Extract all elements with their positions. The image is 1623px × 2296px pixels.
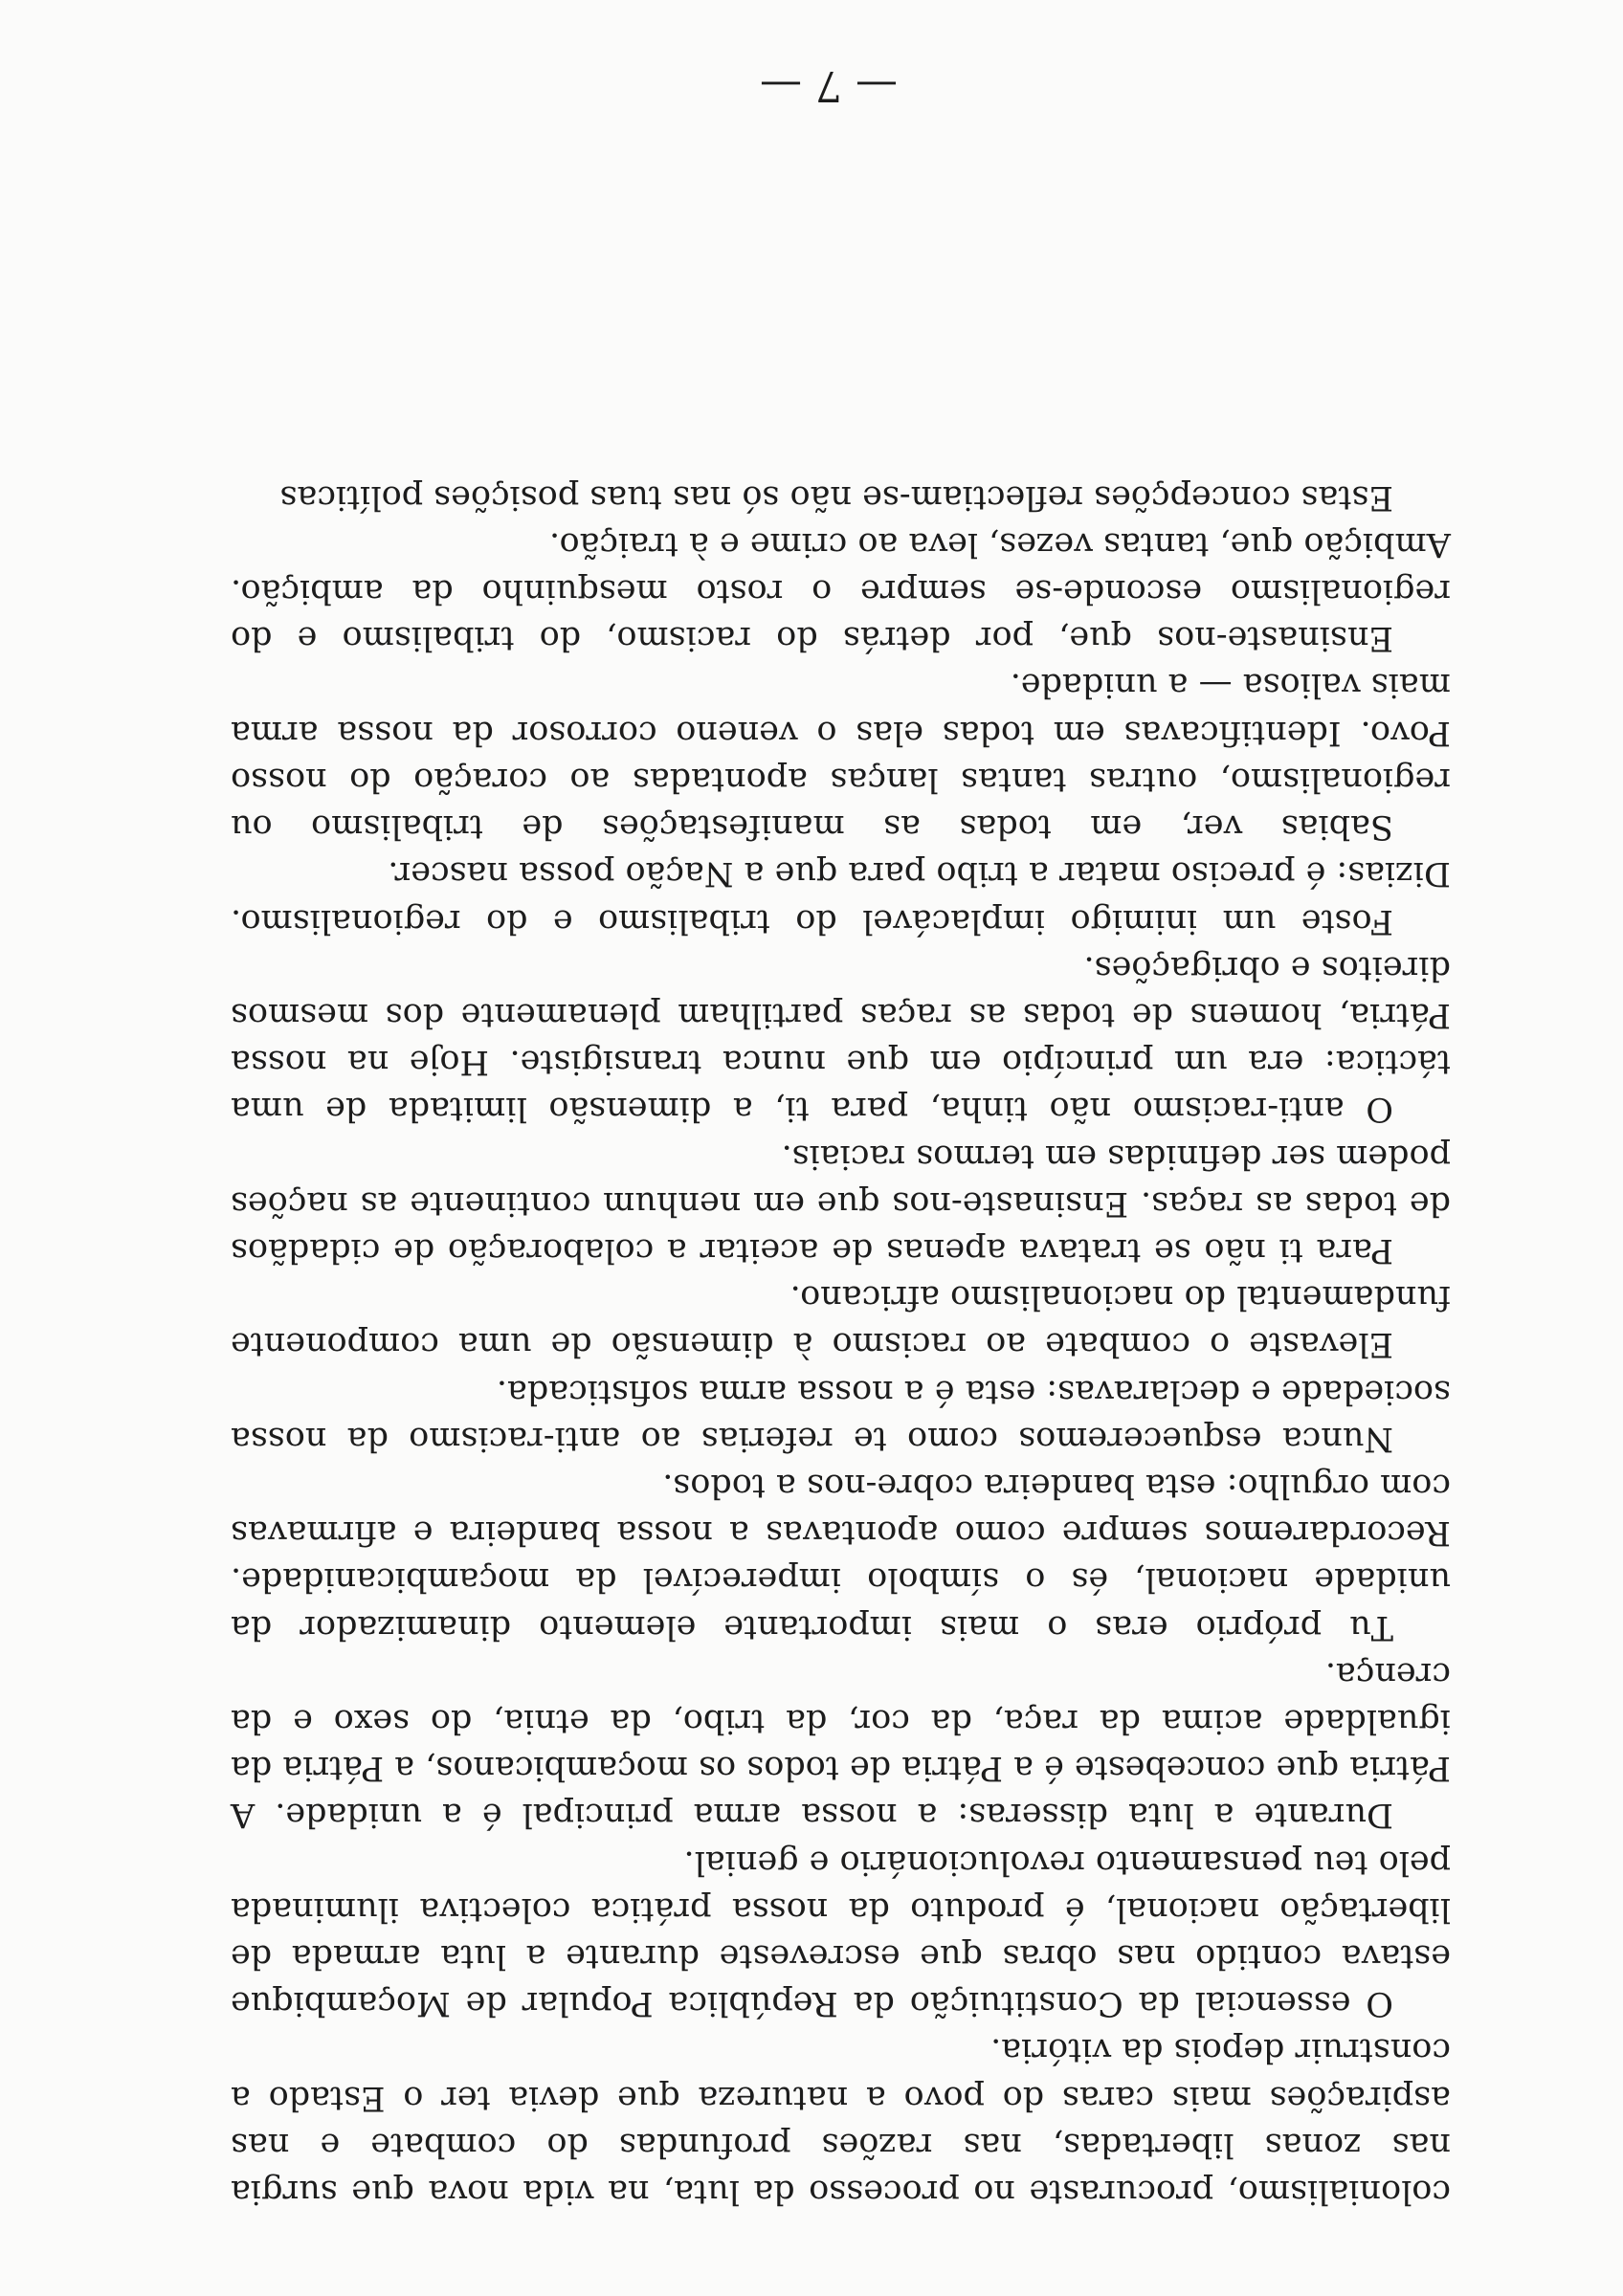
body-text <box>231 473 1451 2215</box>
paragraph: Tu próprio eras o mais importante elemento dinamizador da unidade nacional, és o símbolo imperecível da moçambicanidade. Recordaremos sempre como apontavas a nossa bandeira e afirmavas com orgulho: esta bandeira cobre-nos a todos. <box>231 1466 1451 1646</box>
paragraph: Para ti não se tratava apenas de aceitar a colaboração de cidadãos de todas as raças. Ensinaste-nos que em nenhum continente as nações podem ser definidas em termos raciais. <box>231 1137 1451 1269</box>
paragraph: Ensinaste-nos que, por detrás do racismo, do tribalismo e do regionalismo esconde-se sempre o rosto mesquinho da ambição. Ambição que, tantas vezes, leva ao crime e à traição. <box>231 524 1451 658</box>
paragraph: O anti-racismo não tinha, para ti, a dimensão limitada de uma táctica: era um princípio em que nunca transigiste. Hoje na nossa Pátria, homens de todas as raças partilham plenamente dos mesmos direitos e obrigações. <box>231 948 1451 1129</box>
paragraph: Foste um inimigo implacável do tribalismo e do regionalismo. Dizias: é preciso matar a tribo para que a Nação possa nascer. <box>231 854 1451 940</box>
paragraph: Elevaste o combate ao racismo à dimensão de uma componente fundamental do nacionalismo africano. <box>231 1278 1451 1364</box>
paragraph: Sabias ver, em todas as manifestações de tribalismo ou regionalismo, outras tantas lanças apontadas ao coração do nosso Povo. Identificavas em todas elas o veneno corrosor da nossa arma mais valiosa — a unidade. <box>231 666 1451 847</box>
paragraph: Nunca esqueceremos como te referias ao anti-racismo da nossa sociedade e declaravas: esta é a nossa arma sofisticada. <box>231 1372 1451 1458</box>
paragraph: Durante a luta disseras: a nossa arma principal é a unidade. A Pátria que concebeste é a Pátria de todos os moçambicanos, a Pátria da igualdade acima da raça, da cor, da tribo, da etnia, do sexo e da crença. <box>231 1654 1451 1835</box>
paragraph: Estas concepções reflectiam-se não só nas tuas posições políticas <box>279 477 1393 517</box>
paragraph: colonialismo, procuraste no processo da luta, na vida nova que surgia nas zonas libertadas, nas razões profundas do combate e nas aspirações mais caras do povo a natureza que devia ter o Estado a construir depois da vitória. <box>231 2031 1451 2211</box>
paragraph: O essencial da Constituição da República Popular de Moçambique estava contido nas obras que escreveste durante a luta armada de libertação nacional, é produto da nossa prática colectiva iluminada pelo teu pensamento revolucionário e genial. <box>231 1843 1451 2023</box>
page-number: — 7 — <box>760 61 898 110</box>
